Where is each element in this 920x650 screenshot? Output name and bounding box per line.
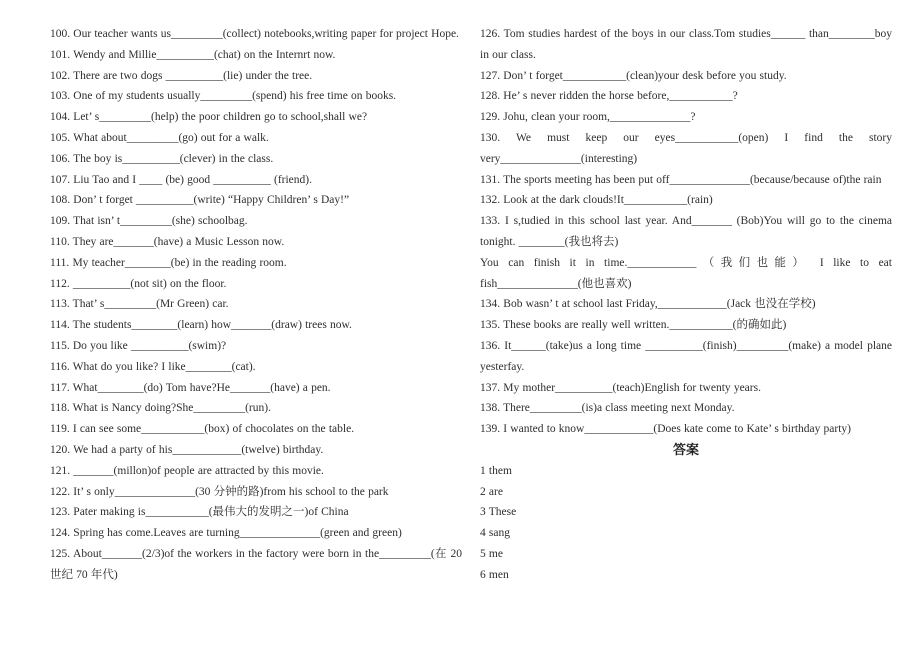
exercise-line: 110. They are_______(have) a Music Lesson now. (50, 235, 285, 248)
exercise-line: 109. That isn’ t_________(she) schoolbag. (50, 215, 248, 228)
exercise-line: 124. Spring has come.Leaves are turning______________(green and green) (50, 527, 402, 540)
exercise-line: 105. What about_________(go) out for a walk. (50, 131, 269, 144)
exercise-line: 121. _______(millon)of people are attracted by this movie. (50, 464, 324, 477)
answer-line: 3 These (480, 506, 517, 519)
exercise-line: 125. About_______(2/3)of the workers in the factory were born in the_________(在 20 世纪 70 年代) (50, 547, 462, 581)
exercise-line: 119. I can see some___________(box) of chocolates on the table. (50, 423, 355, 436)
answer-line: 5 me (480, 547, 503, 560)
exercise-line: 115. Do you like __________(swim)? (50, 339, 227, 352)
exercise-line: 123. Pater making is___________(最伟大的发明之一)of China (50, 506, 349, 519)
exercise-line: 117. What________(do) Tom have?He_______(have) a pen. (50, 381, 331, 394)
answer-line: 2 are (480, 485, 503, 498)
exercise-line: 106. The boy is__________(clever) in the class. (50, 152, 274, 165)
exercise-line: 126. Tom studies hardest of the boys in our class.Tom studies______ than________boy in our class. (480, 28, 892, 61)
exercise-line: 118. What is Nancy doing?She_________(run). (50, 402, 271, 415)
exercise-line: 111. My teacher________(be) in the reading room. (50, 256, 287, 269)
exercise-line: 138. There_________(is)a class meeting next Monday. (480, 402, 735, 415)
exercise-line: 113. That’ s_________(Mr Green) car. (50, 298, 229, 311)
exercise-line: 101. Wendy and Millie__________(chat) on the Internrt now. (50, 48, 336, 61)
exercise-line: 114. The students________(learn) how_______(draw) trees now. (50, 319, 352, 332)
exercise-line: 133. I s,tudied in this school last year. And_______ (Bob)You will go to the cinema tonight. ________(我也将去) (480, 215, 892, 248)
answer-line: 6 men (480, 568, 509, 581)
exercise-line: 116. What do you like? I like________(cat). (50, 360, 256, 373)
answers-heading: 答案 (672, 441, 699, 457)
exercise-line: 103. One of my students usually_________(spend) his free time on books. (50, 90, 397, 103)
answer-line: 4 sang (480, 527, 511, 540)
exercise-line: 100. Our teacher wants us_________(collect) notebooks,writing paper for project Hope. (50, 28, 459, 40)
exercise-line: 130. We must keep our eyes___________(open) I find the story very______________(interesting) (480, 131, 892, 165)
exercise-line: 122. It’ s only______________(30 分钟的路)from his school to the park (50, 485, 389, 498)
exercise-line: 112. __________(not sit) on the floor. (50, 277, 227, 290)
exercise-line: 136. It______(take)us a long time __________(finish)_________(make) a model plane yesterfay. (480, 339, 892, 373)
exercise-line: 107. Liu Tao and I ____ (be) good __________ (friend). (50, 173, 312, 186)
answers-list (480, 461, 892, 586)
answer-line: 1 them (480, 464, 512, 477)
exercise-line: 139. I wanted to know____________(Does kate come to Kate’ s birthday party) (480, 423, 851, 436)
exercise-line: 131. The sports meeting has been put off______________(because/because of)the rain (480, 173, 882, 186)
exercise-line: 129. Johu, clean your room,______________? (480, 111, 696, 124)
exercise-line: 134. Bob wasn’ t at school last Friday,____________(Jack 也没在学校) (480, 298, 816, 311)
right-column (480, 24, 892, 650)
left-column (50, 24, 462, 650)
right-column-exercises (480, 24, 892, 440)
exercise-line: 135. These books are really well written.___________(的确如此) (480, 319, 787, 332)
exercise-line: 120. We had a party of his____________(twelve) birthday. (50, 443, 324, 456)
exercise-line: 128. He’ s never ridden the horse before,___________? (480, 90, 738, 103)
exercise-line: You can finish it in time.____________（我们也能） I like to eat fish______________(他也喜欢) (480, 256, 892, 290)
exercise-line: 132. Look at the dark clouds!It___________(rain) (480, 194, 713, 207)
exercise-line: 137. My mother__________(teach)English for twenty years. (480, 381, 761, 394)
exercise-line: 127. Don’ t forget___________(clean)your desk before you study. (480, 69, 787, 82)
exercise-line: 102. There are two dogs __________(lie) under the tree. (50, 69, 313, 82)
exercise-line: 104. Let’ s_________(help) the poor children go to school,shall we? (50, 111, 368, 124)
exercise-line: 108. Don’ t forget __________(write) “Happy Children’ s Day!” (50, 194, 350, 207)
